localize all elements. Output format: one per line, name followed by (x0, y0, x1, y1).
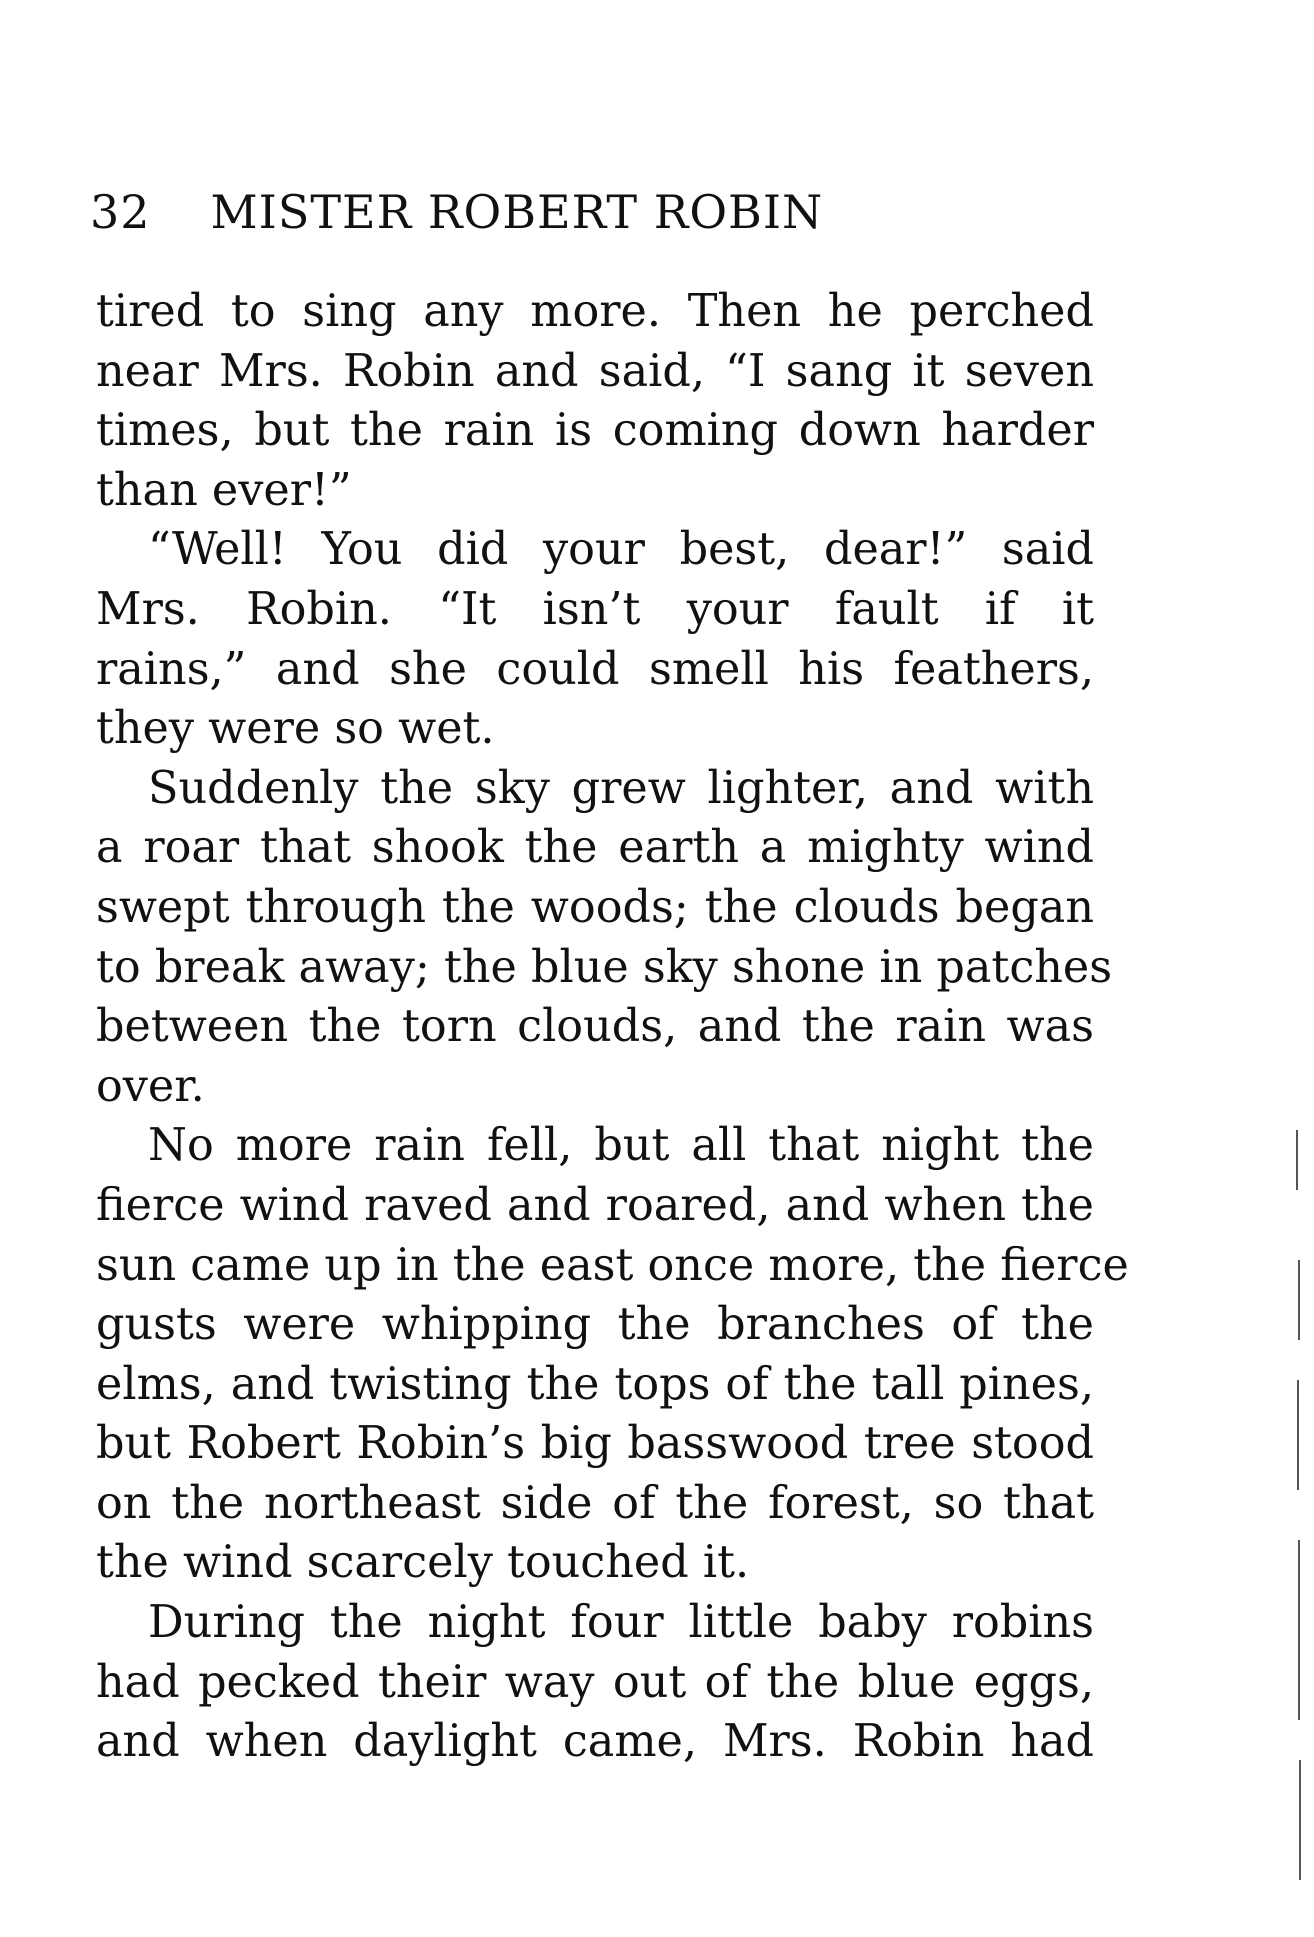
text-line: Mrs. Robin. “It isn’t your fault if it (96, 583, 1094, 635)
running-title: MISTER ROBERT ROBIN (210, 185, 824, 239)
text-line: rains,” and she could smell his feathers, (96, 643, 1094, 695)
text-line: swept through the woods; the clouds began (96, 881, 1094, 933)
text-line: elms, and twisting the tops of the tall pines, (96, 1358, 1094, 1410)
text-line: to break away; the blue sky shone in patches (96, 941, 1113, 993)
text-line: times, but the rain is coming down harder (96, 405, 1094, 457)
text-line: near Mrs. Robin and said, “I sang it seven (96, 345, 1094, 397)
text-line: No more rain fell, but all that night the (148, 1120, 1094, 1172)
text-line: sun came up in the east once more, the fierce (96, 1239, 1129, 1291)
text-line: they were so wet. (96, 703, 495, 755)
text-line: During the night four little baby robins (148, 1597, 1094, 1649)
body-text (96, 282, 1129, 1772)
text-line: Suddenly the sky grew lighter, and with (148, 762, 1094, 814)
text-line: gusts were whipping the branches of the (96, 1299, 1094, 1351)
text-line: “Well! You did your best, dear!” said (148, 524, 1094, 576)
text-line: between the torn clouds, and the rain was (96, 1001, 1094, 1053)
text-line: tired to sing any more. Then he perched (96, 286, 1094, 337)
text-line: but Robert Robin’s big basswood tree stood (96, 1418, 1094, 1470)
page-number: 32 (90, 185, 151, 239)
text-line: than ever!” (96, 464, 352, 516)
text-line: and when daylight came, Mrs. Robin had (96, 1716, 1094, 1768)
text-line: the wind scarcely touched it. (96, 1537, 750, 1589)
page-edge-marks (1288, 0, 1314, 1937)
running-header (90, 186, 823, 238)
text-line: over. (96, 1060, 205, 1112)
text-line: fierce wind raved and roared, and when the (96, 1179, 1094, 1231)
text-line: had pecked their way out of the blue eggs, (96, 1656, 1094, 1708)
text-line: a roar that shook the earth a mighty wind (96, 822, 1094, 874)
text-line: on the northeast side of the forest, so that (96, 1477, 1094, 1529)
